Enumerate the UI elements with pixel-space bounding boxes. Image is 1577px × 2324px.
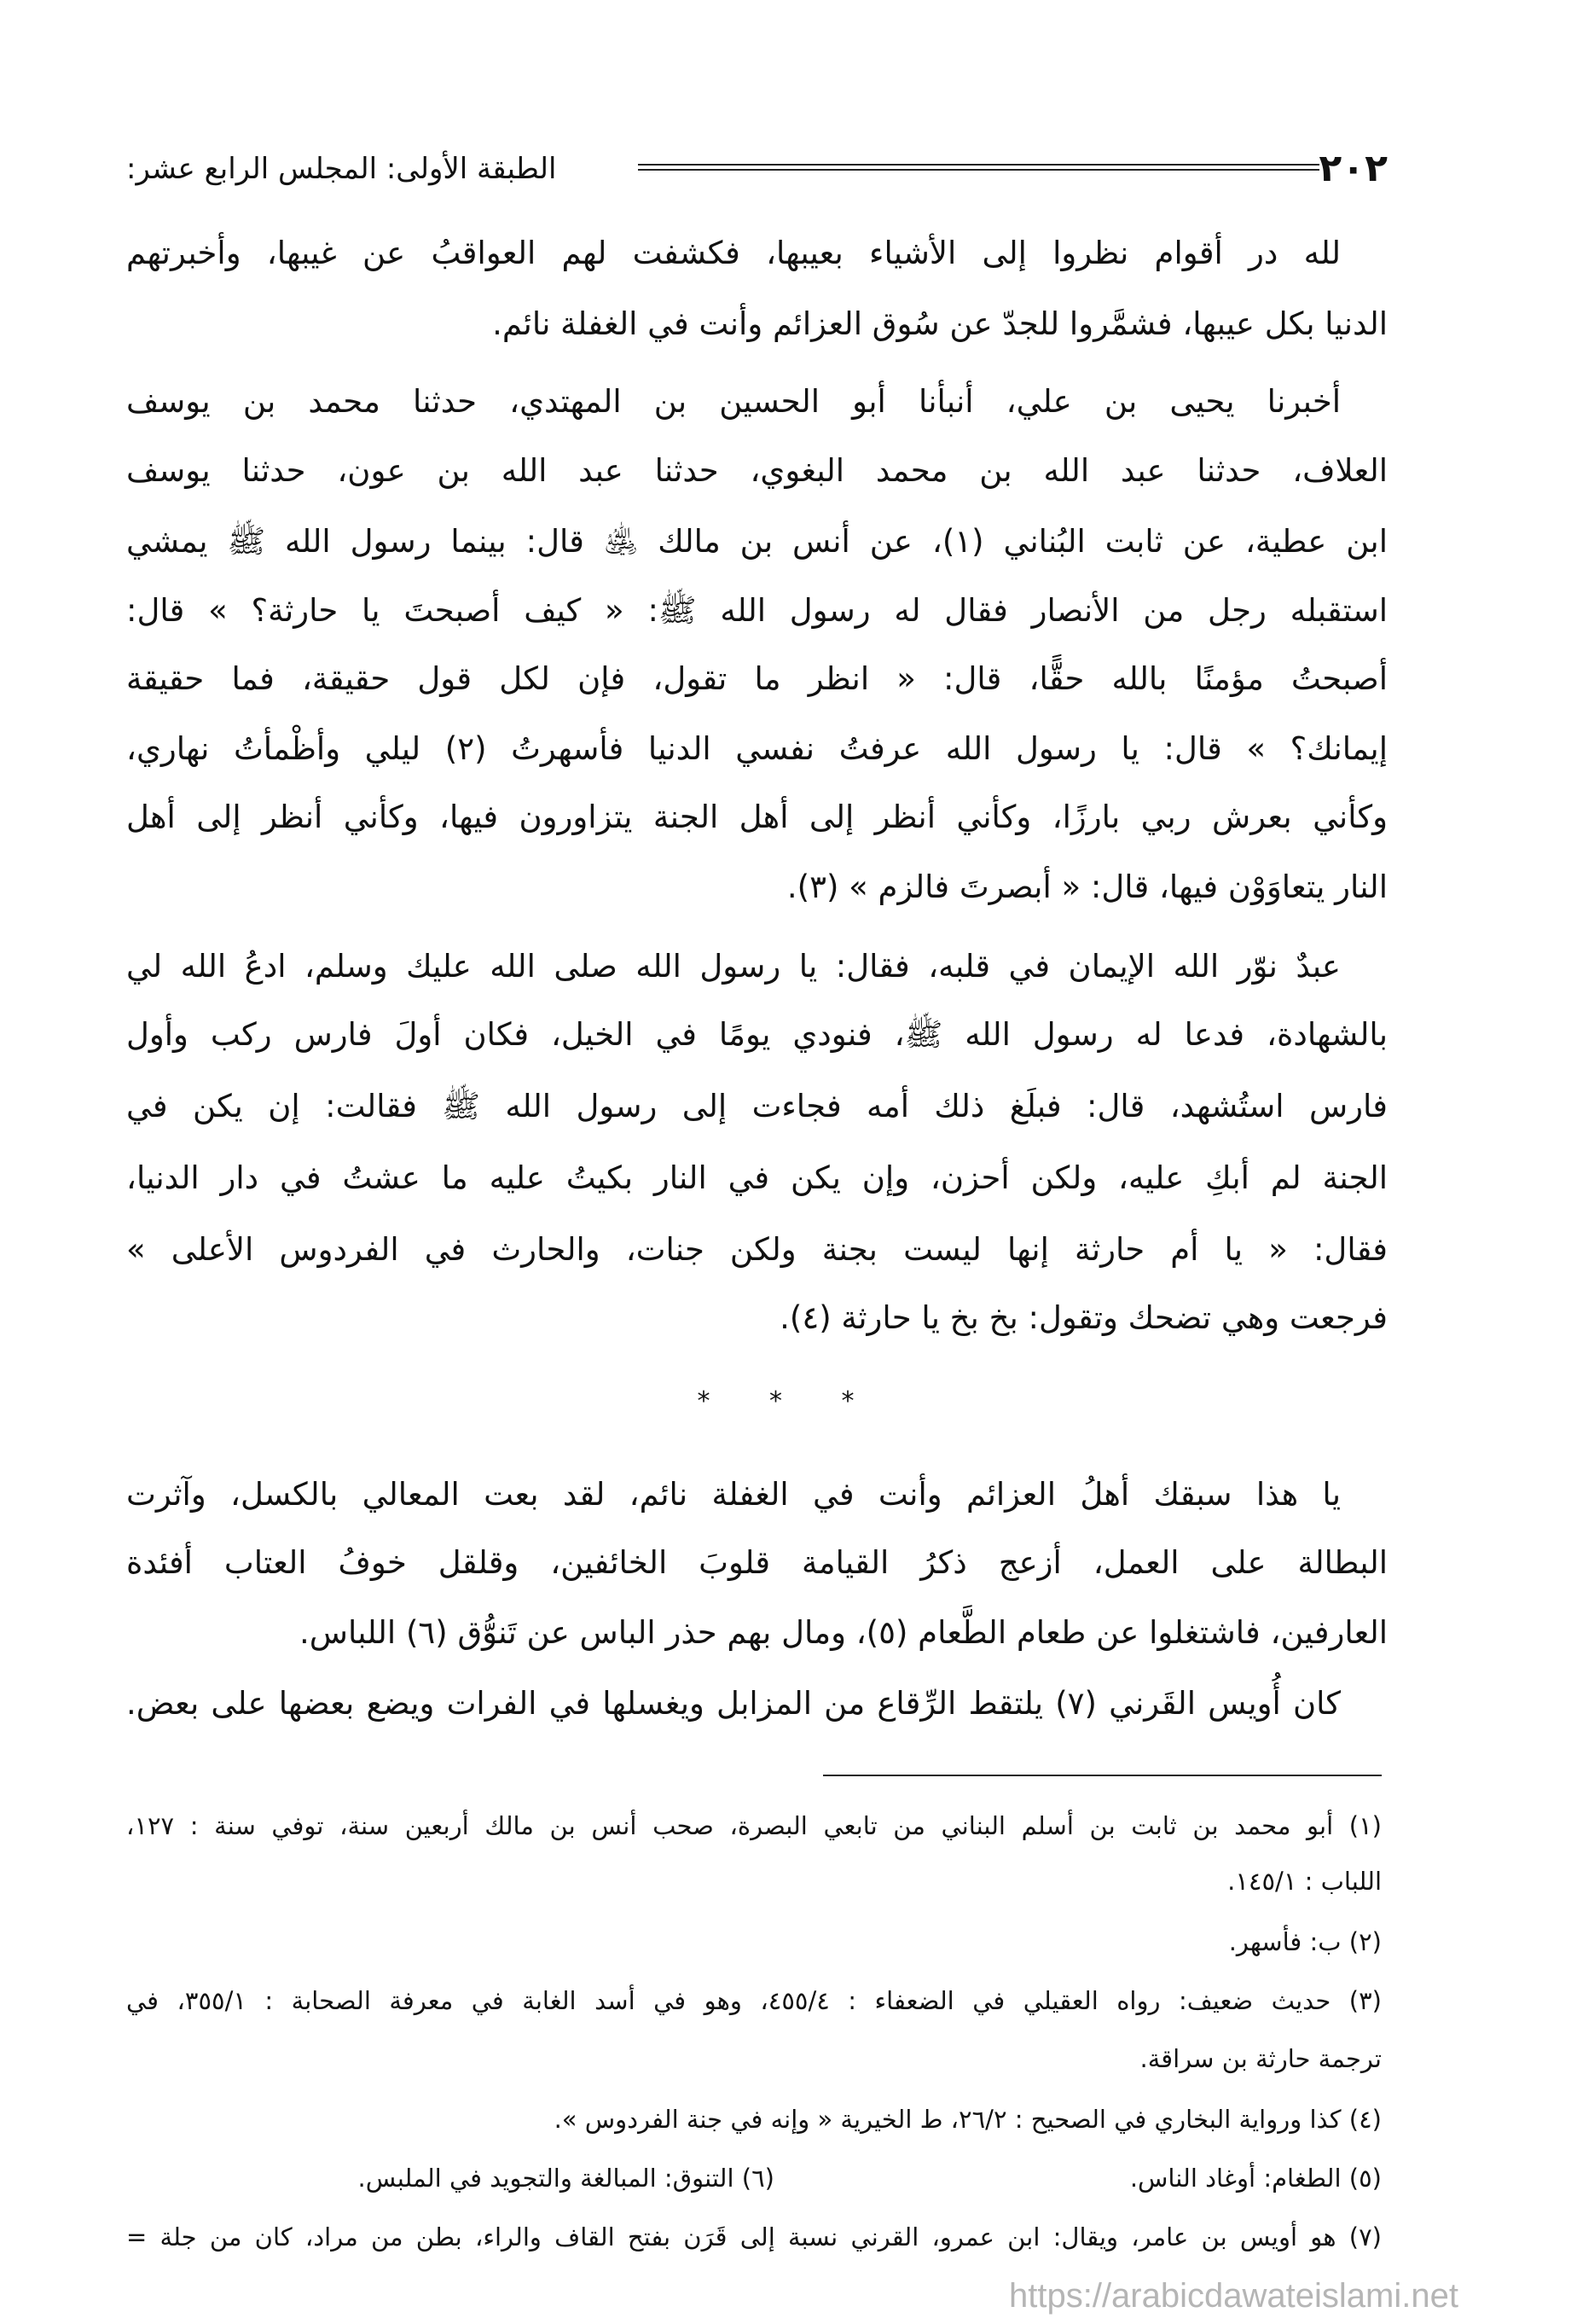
body-line: ابن عطية، عن ثابت البُناني (١)، عن أنس بن مالك ﵁ قال: بينما رسول الله ﷺ يمشي	[126, 523, 1388, 560]
body-line: النار يتعاوَوْن فيها، قال: « أبصرتَ فالزم » (٣).	[786, 869, 1388, 905]
footnote-rule	[823, 1775, 1382, 1776]
body-line: فرجعت وهي تضحك وتقول: بخ بخ يا حارثة (٤).	[780, 1299, 1388, 1336]
body-line: فقال: « يا أم حارثة إنها ليست بجنة ولكن جنات، والحارث في الفردوس الأعلى »	[126, 1231, 1388, 1268]
body-line: أصبحتُ مؤمنًا بالله حقًّا، قال: « انظر ما تقول، فإن لكل قول حقيقة، فما حقيقة	[126, 660, 1388, 697]
body-line: استقبله رجل من الأنصار فقال له رسول الله ﷺ: « كيف أصبحتَ يا حارثة؟ » قال:	[126, 592, 1388, 629]
body-line: فارس استُشهد، قال: فبلَغ ذلك أمه فجاءت إلى رسول الله ﷺ فقالت: إن يكن في	[126, 1088, 1388, 1124]
body-line: الجنة لم أبكِ عليه، ولكن أحزن، وإن يكن في النار بكيتُ عليه ما عشتُ في دار الدنيا،	[126, 1159, 1388, 1196]
page-number: ٢٠٢	[1319, 147, 1388, 190]
body-line: البطالة على العمل، أزعج ذكرُ القيامة قلوبَ الخائفين، وقلقل خوفُ العتاب أفئدة	[126, 1544, 1388, 1581]
footnote-3: (٣) حديث ضعيف: رواه العقيلي في الضعفاء : ٤٥٥/٤، وهو في أسد الغابة في معرفة الصحابة : ٣٥٥/١، في	[126, 1986, 1382, 2015]
running-header	[126, 145, 1388, 193]
body-line: عبدٌ نوّر الله الإيمان في قلبه، فقال: يا رسول الله صلى الله عليك وسلم، ادعُ الله لي	[126, 948, 1341, 985]
section-separator: * * *	[697, 1386, 880, 1416]
body-line: أخبرنا يحيى بن علي، أنبأنا أبو الحسين بن المهتدي، حدثنا محمد بن يوسف	[126, 383, 1341, 420]
footnote-6: (٦) التنوق: المبالغة والتجويد في الملبس.	[357, 2164, 774, 2193]
body-line: العلاف، حدثنا عبد الله بن محمد البغوي، حدثنا عبد الله بن عون، حدثنا يوسف	[126, 452, 1388, 489]
footnote-3-cont: ترجمة حارثة بن سراقة.	[1139, 2044, 1382, 2073]
body-line: كان أُويس القَرني (٧) يلتقط الرِّقاع من المزابل ويغسلها في الفرات ويضع بعضها على بعض.	[126, 1685, 1342, 1722]
footnote-7: (٧) هو أويس بن عامر، ويقال: ابن عمرو، القرني نسبة إلى قَرَن بفتح القاف والراء، بطن من مراد، كان من جلة =	[126, 2222, 1382, 2251]
body-line: لله در أقوام نظروا إلى الأشياء بعيبها، فكشفت لهم العواقبُ عن غيبها، وأخبرتهم	[126, 235, 1341, 271]
watermark: https://arabicdawateislami.net	[1009, 2277, 1458, 2315]
body-line: العارفين، فاشتغلوا عن طعام الطَّعام (٥)، ومال بهم حذر الباس عن تَنوُّق (٦) اللباس.	[299, 1614, 1388, 1651]
footnote-4: (٤) كذا ورواية البخاري في الصحيح : ٢٦/٢، ط الخيرية « وإنه في جنة الفردوس ».	[554, 2105, 1382, 2134]
body-line: الدنيا بكل عيبها، فشمَّروا للجدّ عن سُوق العزائم وأنت في الغفلة نائم.	[492, 305, 1388, 342]
footnote-2: (٢) ب: فأسهر.	[1228, 1927, 1382, 1956]
footnote-1: (١) أبو محمد بن ثابت بن أسلم البناني من تابعي البصرة، صحب أنس بن مالك أربعين سنة، توفي سنة : ١٢٧،	[126, 1811, 1382, 1840]
running-title: الطبقة الأولى: المجلس الرابع عشر:	[126, 152, 557, 186]
body-line: يا هذا سبقك أهلُ العزائم وأنت في الغفلة نائم، لقد بعت المعالي بالكسل، وآثرت	[126, 1476, 1341, 1513]
body-line: وكأني بعرش ربي بارزًا، وكأني أنظر إلى أهل الجنة يتزاورون فيها، وكأني أنظر إلى أهل	[126, 799, 1388, 835]
footnote-5: (٥) الطغام: أوغاد الناس.	[1129, 2164, 1382, 2193]
body-line: بالشهادة، فدعا له رسول الله ﷺ، فنودي يومًا في الخيل، فكان أولَ فارس ركب وأول	[126, 1016, 1388, 1053]
header-double-rule	[638, 164, 1319, 171]
footnote-1-cont: اللباب : ١٤٥/١.	[1227, 1867, 1382, 1896]
body-line: إيمانك؟ » قال: يا رسول الله عرفتُ نفسي الدنيا فأسهرتُ (٢) ليلي وأظْمأتُ نهاري،	[126, 730, 1389, 767]
